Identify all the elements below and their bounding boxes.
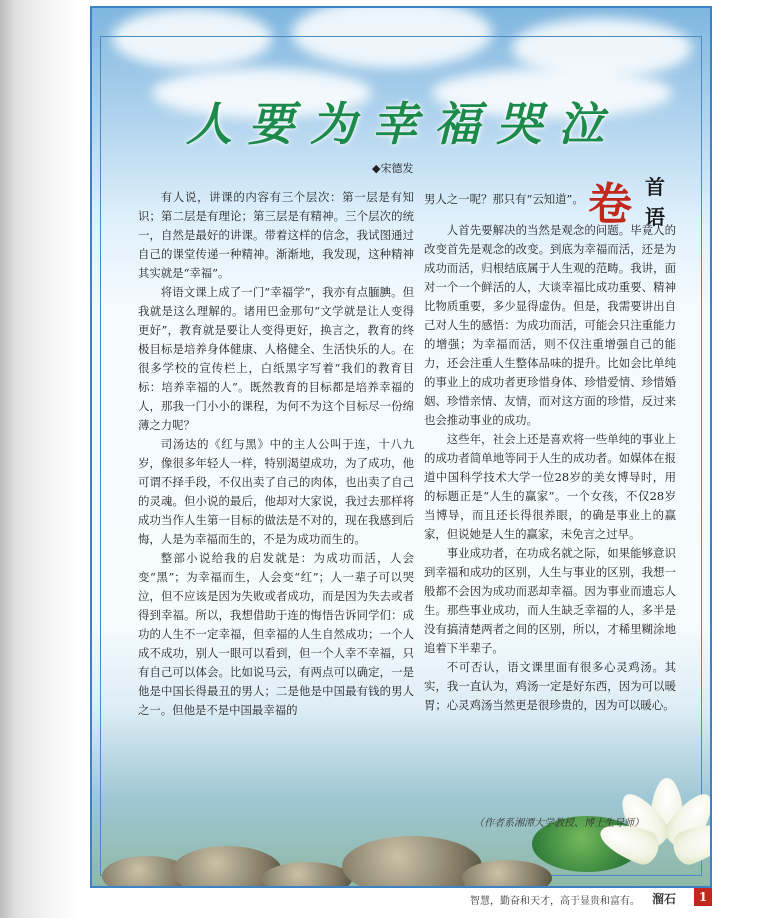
footer-motto: 智慧，勤奋和天才，高于显贵和富有。 [470, 896, 640, 907]
rock [262, 862, 352, 888]
footer-brand: 溜石 [652, 892, 677, 906]
paragraph: 司汤达的《红与黑》中的主人公叫于连，十八九岁，像很多年轻人一样，特别渴望成功，为了成功，他可谓不择手段，不仅出卖了自己的肉体，也出卖了自己的灵魂。但小说的最后，他却对大家说，我过去那样将成功当作人生第一目标的做法是不对的，现在我感到后悔，人是为幸福而生的，不是为成功而生的。 [138, 437, 414, 546]
article-author: ◆宋德发 [372, 162, 414, 175]
column-label-big: 卷 [588, 179, 632, 230]
paragraph: 整部小说给我的启发就是：为成功而活，人会变“黑”；为幸福而生，人会变“红”；人一辈子可以哭泣，但不应该是因为失败或者成功，而是因为失去或者得到幸福。所以，我想借助于连的悔悟告诉同学们：成功的人生不一定幸福，但幸福的人生自然成功；一个人成不成功，别人一眼可以看到，但一个人幸不幸福，只有自己可以体会。比如说马云，有两点可以确定，一是他是中国长得最丑的男人；二是他是中国最有钱的男人之一。但他是不是中国最幸福的 [138, 551, 414, 717]
article-column-right [424, 190, 676, 715]
book-spine-shadow [0, 0, 90, 918]
paragraph: 人首先要解决的当然是观念的问题。毕竟人的改变首先是观念的改变。到底为幸福而活，还是为成功而活，归根结底属于人生观的范畴。我讲，面对一个一个鲜活的人，大谈幸福比成功重要、精神比物质重要，多少显得虚伪。但是，我需要讲出自己对人生的感悟：为成功而活，可能会只注重能力的增强；为幸福而活，则不仅注重增强自己的能力，还会注重人生整体品味的提升。比如会比单纯的事业上的成功者更珍惜身体、珍惜爱情、珍惜婚姻、珍惜亲情、友情，而对这方面的珍惜，反过来也会推动事业的成功。 [424, 223, 676, 427]
article-column-left [138, 188, 414, 720]
paragraph: 不可否认，语文课里面有很多心灵鸡汤。其实，我一直认为，鸡汤一定是好东西，因为可以暖胃；心灵鸡汤当然更是很珍贵的，因为可以暖心。 [424, 660, 676, 712]
page-number: 1 [694, 888, 712, 906]
paragraph: 这些年，社会上还是喜欢将一些单纯的事业上的成功者简单地等同于人生的成功者。如媒体在报道中国科学技术大学一位28岁的美女博导时，用的标题正是“人生的赢家”。一个女孩，不仅28岁当博导，而且还长得很养眼，的确是事业上的赢家，但说她是人生的赢家，未免言之过早。 [424, 432, 676, 541]
rock [342, 836, 482, 888]
author-affiliation: （作者系湘潭大学教授、博士生导师） [474, 818, 644, 829]
rock [462, 860, 552, 888]
paragraph: 有人说，讲课的内容有三个层次：第一层是有知识；第二层是有理论；第三层是有精神。三个层次的统一，自然是最好的讲课。带着这样的信念，我试图通过自己的课堂传递一种精神。渐渐地，我发现，这种精神其实就是“幸福”。 [138, 190, 414, 280]
paragraph: 将语文课上成了一门“幸福学”，我亦有点腼腆。但我就是这么理解的。诸用巴金那句“文学就是让人变得更好”，教育就是要让人变得更好，换言之，教育的终极目标是培养身体健康、人格健全、生活快乐的人。在很多学校的宣传栏上，白纸黑字写着“我们的教育目标：培养幸福的人”。既然教育的目标都是培养幸福的人，那我一门小小的课程，为何不为这个目标尽一份绵薄之力呢？ [138, 285, 414, 432]
column-label-small: 首语 [645, 175, 665, 229]
article-title: 人要为幸福哭泣 [186, 97, 620, 151]
paragraph: 男人之一呢？那只有“云知道”。 [424, 192, 584, 206]
paragraph: 事业成功者，在功成名就之际，如果能够意识到幸福和成功的区别，人生与事业的区别，我想一般都不会因为成功而恶却幸福。因为事业而遗忘人生。那些事业成功，而人生缺乏幸福的人，多半是没有搞清楚两者之间的区别，所以，才稀里糊涂地追着下半辈子。 [424, 546, 676, 655]
